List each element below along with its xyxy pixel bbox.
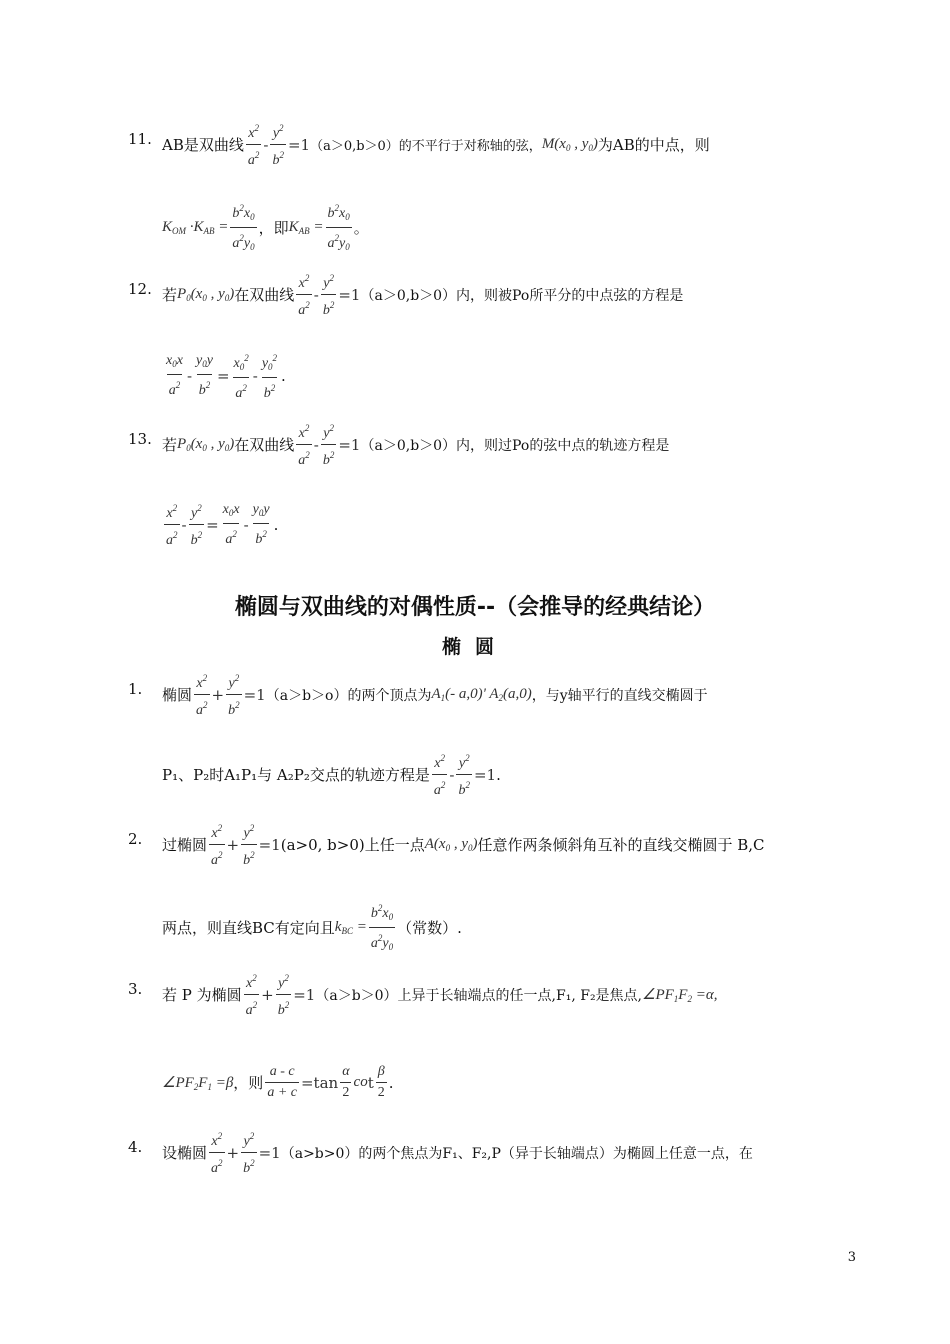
item-text: 为AB的中点，则 — [597, 136, 710, 154]
item-number: 4. — [128, 1138, 143, 1156]
equation-fraction: $\frac{y^2}{b^2}$ — [226, 668, 242, 721]
equation-fraction: $\frac{x^2}{a^2}$ — [209, 818, 225, 871]
item-text: ，与y轴平行的直线交椭圆于 — [531, 687, 708, 704]
equation-fraction: $\frac{x^2}{a^2}$ — [246, 118, 262, 171]
equation-fraction: $\frac{x^2}{a^2}$ — [296, 268, 312, 321]
item-text: ，即 — [258, 219, 289, 237]
equation-fraction: $\frac{x_0x}{a^2}$ — [164, 351, 185, 401]
ellipse-3-line-1: 若 P 为椭圆 $\frac{x^2}{a^2}$ + $\frac{y^2}{b^2}$ =1 （a＞b＞0）上异于长轴端点的任一点,F₁, F₂是焦点, $\angle PF_1F_2 =\alpha$, — [162, 968, 858, 1021]
ellipse-1-line-1: 椭圆 $\frac{x^2}{a^2}$ + $\frac{y^2}{b^2}$ =1 （a＞b＞o）的两个顶点为 $A_1(-$ a,0)' $A_2(a,0)$ ，与y轴平行的直线交椭圆于 — [162, 668, 858, 721]
equation-fraction: $\frac{x^2}{a^2}$ — [209, 1126, 225, 1179]
equation-fraction: $\frac{b^2x_0}{a^2y_0}$ — [230, 198, 256, 257]
item-text: ，则 — [233, 1074, 264, 1092]
item-condition: （a＞b＞o）的两个顶点为 — [265, 687, 432, 704]
item-text: . — [273, 515, 279, 534]
equation-fraction: $\frac{b^2x_0}{a^2y_0}$ — [369, 898, 395, 957]
ellipse-2-line-2: 两点，则直线BC有定向且 $k_{BC}$ = $\frac{b^2x_0}{a^2y_0}$ （常数）. — [162, 898, 858, 957]
item-11-line-1: AB是双曲线 $\frac{x^2}{a^2}$ - $\frac{y^2}{b^2}$ =1 （a＞0,b＞0）的不平行于对称轴的弦， $M(x_0$ , $y_0$) 为AB的中点，则 — [162, 118, 858, 171]
section-title: 椭圆与双曲线的对偶性质--（会推导的经典结论） — [234, 595, 716, 620]
equation-fraction: $\frac{y^2}{b^2}$ — [189, 498, 205, 551]
item-12-line-2: $\frac{x_0x}{a^2}$ - $\frac{y_0y}{b^2}$ = $\frac{x_0^2}{a^2}$ - $\frac{y_0^2}{b^2}$ . — [162, 348, 858, 404]
equation-fraction: $\frac{y_0^2}{b^2}$ — [260, 348, 279, 404]
ellipse-4-line-1: 设椭圆 $\frac{x^2}{a^2}$ + $\frac{y^2}{b^2}$ =1 （a>b>0）的两个焦点为F₁、F₂,P（异于长轴端点）为椭圆上任意一点，在 — [162, 1126, 858, 1179]
item-13-line-1: 若 $P_0(x_0$ , $y_0$) 在双曲线 $\frac{x^2}{a^2}$ - $\frac{y^2}{b^2}$ =1 （a＞0,b＞0）内，则过Po的弦中点的轨迹方程是 — [162, 418, 858, 471]
item-number: 13. — [128, 430, 152, 448]
item-condition: （a＞0,b＞0）内，则被Po所平分的中点弦的方程是 — [360, 287, 684, 304]
item-number: 2. — [128, 830, 143, 848]
ellipse-2-line-1: 过椭圆 $\frac{x^2}{a^2}$ + $\frac{y^2}{b^2}$ =1 (a>0, b>0)上任一点 $A(x_0$ , $y_0$) 任意作两条倾斜角互补的直线交椭圆于 B,C — [162, 818, 858, 871]
page-number: 3 — [847, 1250, 856, 1265]
ellipse-1-line-2: P₁、P₂时A₁P₁与 A₂P₂交点的轨迹方程是 $\frac{x^2}{a^2}$ - $\frac{y^2}{b^2}$ =1 . — [162, 748, 858, 801]
equation-fraction: $\frac{y^2}{b^2}$ — [321, 418, 337, 471]
item-11-line-2: $K_{OM} \cdot K_{AB}$ = $\frac{b^2x_0}{a^2y_0}$ ，即 $K_{AB}$ = $\frac{b^2x_0}{a^2y_0}$ 。 — [162, 198, 858, 257]
item-condition: （a>b>0）的两个焦点为F₁、F₂,P（异于长轴端点）为椭圆上任意一点，在 — [280, 1145, 753, 1162]
item-text: 若 P 为椭圆 — [162, 986, 242, 1004]
section-subtitle: 椭圆 — [441, 636, 508, 658]
equation-fraction: $\frac{y^2}{b^2}$ — [321, 268, 337, 321]
item-condition: (a>0, b>0)上任一点 — [280, 836, 425, 854]
item-condition: （a＞0,b＞0）的不平行于对称轴的弦， — [310, 139, 542, 154]
equation-fraction: $\frac{x_0x}{a^2}$ — [221, 500, 242, 550]
item-text: 。 — [353, 219, 369, 237]
item-text: 设椭圆 — [162, 1144, 208, 1162]
equation-fraction: $\frac{x^2}{a^2}$ — [244, 968, 260, 1021]
ellipse-3-line-2: $\angle PF_2F_1 =\beta$ ，则 $\frac{a - c}{a + c}$ =tan $\frac{\alpha}{2}$ co t $\frac{\beta}{2}$ . — [162, 1062, 858, 1103]
item-number: 12. — [128, 280, 152, 298]
equation-fraction: $\frac{y^2}{b^2}$ — [241, 818, 257, 871]
equation-fraction: $\frac{x_0^2}{a^2}$ — [232, 348, 251, 404]
item-number: 11. — [128, 130, 152, 148]
equation-fraction: $\frac{\beta}{2}$ — [376, 1062, 387, 1103]
item-text: （常数）. — [397, 919, 462, 937]
item-text: 在双曲线 — [234, 436, 295, 454]
item-text: AB是双曲线 — [162, 136, 244, 154]
item-text: 任意作两条倾斜角互补的直线交椭圆于 B,C — [477, 836, 765, 854]
item-text: 在双曲线 — [234, 286, 295, 304]
item-number: 1. — [128, 680, 143, 698]
equation-fraction: $\frac{y_0y}{b^2}$ — [194, 351, 215, 401]
equation-fraction: $\frac{b^2x_0}{a^2y_0}$ — [326, 198, 352, 257]
equation-fraction: $\frac{y_0y}{b^2}$ — [251, 500, 272, 550]
item-13-line-2: $\frac{x^2}{a^2}$ - $\frac{y^2}{b^2}$ = $\frac{x_0x}{a^2}$ - $\frac{y_0y}{b^2}$ . — [162, 498, 858, 551]
item-number: 3. — [128, 980, 143, 998]
item-text: 椭圆 — [162, 686, 193, 704]
equation-fraction: $\frac{x^2}{a^2}$ — [296, 418, 312, 471]
item-text: 两点，则直线BC有定向且 — [162, 919, 335, 937]
item-text: 过椭圆 — [162, 836, 208, 854]
equation-fraction: $\frac{y^2}{b^2}$ — [270, 118, 286, 171]
equation-fraction: $\frac{x^2}{a^2}$ — [164, 498, 180, 551]
equation-fraction: $\frac{y^2}{b^2}$ — [276, 968, 292, 1021]
equation-fraction: $\frac{y^2}{b^2}$ — [241, 1126, 257, 1179]
item-condition: （a＞0,b＞0）内，则过Po的弦中点的轨迹方程是 — [360, 437, 670, 454]
equation-fraction: $\frac{x^2}{a^2}$ — [194, 668, 210, 721]
item-text: 若 — [162, 286, 178, 304]
item-12-line-1: 若 $P_0(x_0$ , $y_0$) 在双曲线 $\frac{x^2}{a^2}$ - $\frac{y^2}{b^2}$ =1 （a＞0,b＞0）内，则被Po所平分的中点弦的方程是 — [162, 268, 858, 321]
item-text: P₁、P₂时A₁P₁与 A₂P₂交点的轨迹方程是 — [162, 766, 430, 784]
equation-fraction: $\frac{\alpha}{2}$ — [340, 1062, 351, 1103]
equation-fraction: $\frac{x^2}{a^2}$ — [432, 748, 448, 801]
equation-fraction: $\frac{y^2}{b^2}$ — [456, 748, 472, 801]
equation-fraction: $\frac{a - c}{a + c}$ — [265, 1062, 299, 1103]
item-text: 若 — [162, 436, 178, 454]
item-condition: （a＞b＞0）上异于长轴端点的任一点,F₁, F₂是焦点, — [315, 987, 643, 1004]
item-text: . — [496, 765, 501, 784]
item-text: . — [281, 367, 286, 385]
item-text: . — [388, 1073, 394, 1092]
